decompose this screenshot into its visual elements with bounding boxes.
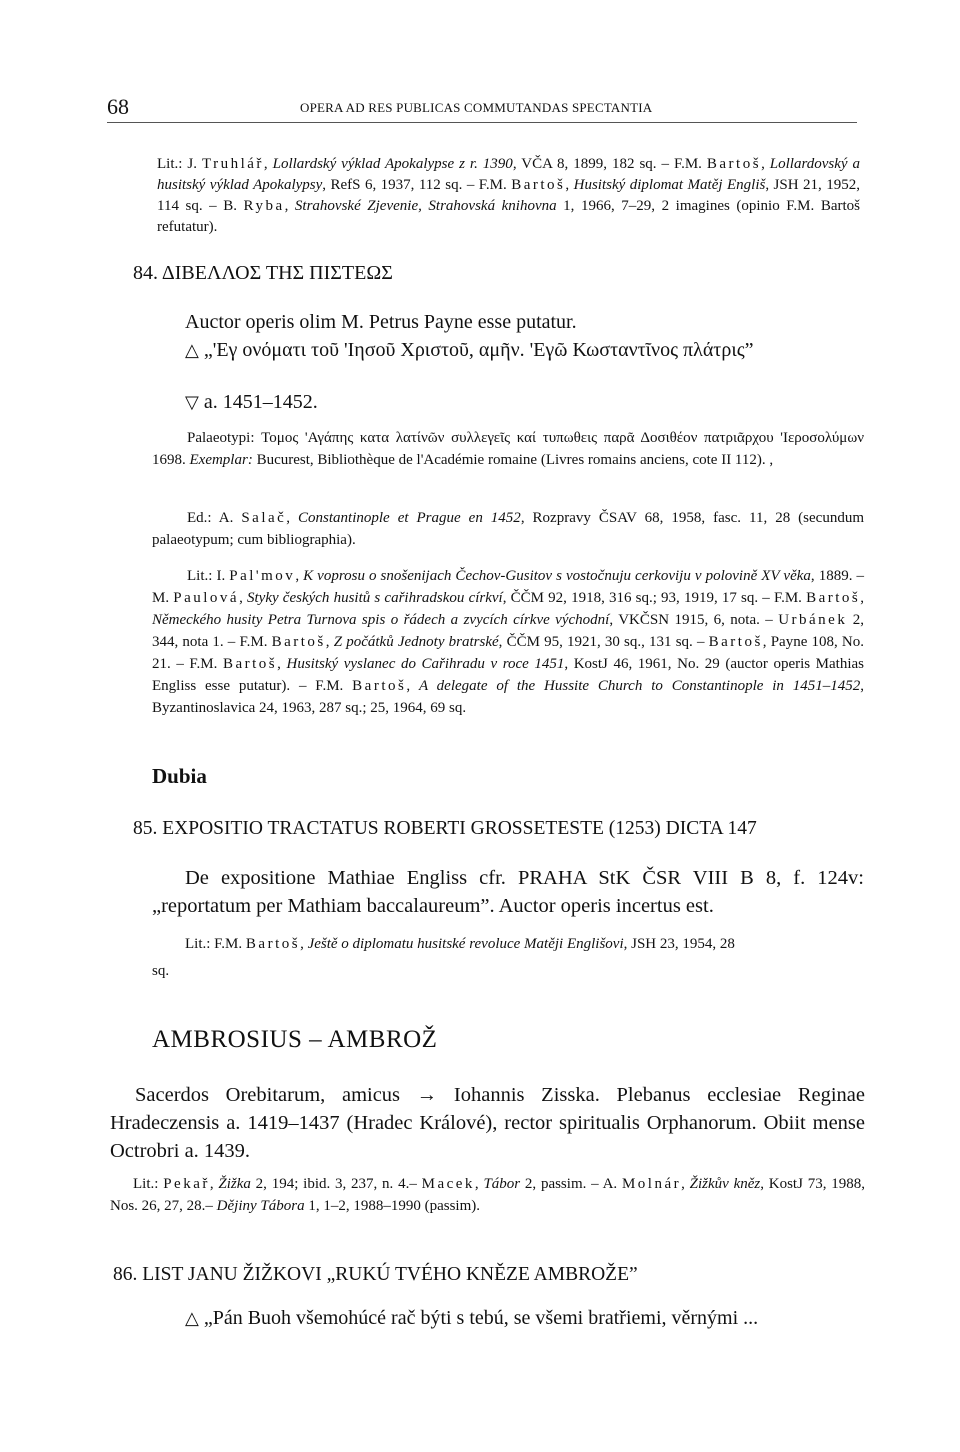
author: Bartoš xyxy=(271,634,326,650)
entry-84-incipit: △ „'Εγ ονόματι τοῦ 'Ιησοῦ Χριστοῦ, αμῆν. 'Εγῶ Κωσταντῖνος πλάτρις” xyxy=(185,339,754,361)
author: Ryba xyxy=(243,198,285,214)
incipit-triangle-icon: △ xyxy=(185,1308,199,1329)
author: Molnár xyxy=(621,1176,682,1192)
page-number: 68 xyxy=(107,94,129,119)
arrow-right-icon: → xyxy=(416,1084,438,1106)
ambrosius-heading: AMBROSIUS – AMBROŽ xyxy=(152,1026,438,1053)
incipit-triangle-icon: △ xyxy=(185,340,199,361)
lit-top: Lit.: J. Truhlář, Lollardský výklad Apokalypse z r. 1390, VČA 8, 1899, 182 sq. – F.M. Bartoš, Lollardovský a husitský výklad Apokalypsy, RefS 6, 1937, 112 sq. – F.M. Bartoš, Husitský diplomat Matěj Engliš, JSH 21, 1952, 114 sq. – B. Ryba, Strahovské Zjevenie, Strahovská knihovna 1, 1966, 7–29, 2 imagines (opinio F.M. Bartoš refutatur). xyxy=(157,156,861,235)
author: Paulová xyxy=(173,590,240,606)
entry-84-heading: 84. ΔΙΒΕΛΛΟΣ ΤΗΣ ΠΙΣΤΕΩΣ xyxy=(133,262,393,284)
entry-86-heading: 86. LIST JANU ŽIŽKOVI „RUKÚ TVÉHO KNĚZE AMBROŽE” xyxy=(113,1264,638,1285)
entry-84-author-line: Auctor operis olim M. Petrus Payne esse putatur. xyxy=(185,311,577,333)
author: Urbánek xyxy=(778,612,848,628)
author: Bartoš xyxy=(708,634,763,650)
author: Salač xyxy=(241,510,287,526)
author: Pal'mov xyxy=(229,568,296,584)
dubia-heading: Dubia xyxy=(152,764,207,788)
author: Bartoš xyxy=(706,156,762,172)
author: Truhlář xyxy=(201,156,264,172)
running-title: OPERA AD RES PUBLICAS COMMUTANDAS SPECTANTIA xyxy=(300,100,653,115)
author: Bartoš xyxy=(352,678,407,694)
author: Macek xyxy=(421,1176,475,1192)
entry-85-heading: 85. EXPOSITIO TRACTATUS ROBERTI GROSSETESTE (1253) DICTA 147 xyxy=(133,818,757,839)
entry-84-lit: Lit.: I. Pal'mov, K voprosu o snošenijach Čechov-Gusitov s vostočnuju cerkoviju v polovině XV věka, 1889. – M. Paulová, Styky českých husitů s cařihradskou církví, ČČM 92, 1918, 316 sq.; 93, 1919, 17 sq. – F.M. Bartoš, Německého husity Petra Turnova spis o řádech a zvycích církve východní, VKČSN 1915, 6, nota. – Urbánek 2, 344, nota 1. – F.M. Bartoš, Z počátků Jednoty bratrské, ČČM 95, 1921, 30 sq., 131 sq. – Bartoš, Payne 108, No. 21. – F.M. Bartoš, Husitský vyslanec do Cařihradu v roce 1451, KostJ 46, 1961, No. 29 (auctor operis Mathias Engliss esse putatur). – F.M. Bartoš, A delegate of the Hussite Church to Constantinople in 1451–1452, Byzantinoslavica 24, 1963, 287 sq.; 25, 1964, 69 sq. xyxy=(152,568,865,716)
author: Bartoš xyxy=(511,177,566,193)
entry-85-lit: Lit.: F.M. Bartoš, Ještě o diplomatu husitské revoluce Matěji Englišovi, JSH 23, 1954, 28 xyxy=(185,936,735,952)
entry-85-lit-tail: sq. xyxy=(152,963,170,979)
entry-84-edition: Ed.: A. Salač, Constantinople et Prague en 1452, Rozpravy ČSAV 68, 1958, fasc. 11, 28 (secundum palaeotypum; cum bibliographia). xyxy=(152,510,865,548)
ambrosius-bio: Sacerdos Orebitarum, amicus → Iohannis Zisska. Plebanus ecclesiae Reginae Hradeczensis a. 1419–1437 (Hradec Králové), rector spiritualis Orphanorum. Obiit mense Octrobri a. 1439. xyxy=(110,1084,865,1162)
entry-86-incipit: △ „Pán Buoh všemohúcé rač býti s tebú, se všemi bratřiemi, věrnými ... xyxy=(185,1307,759,1329)
entry-85-body: De expositione Mathiae Engliss cfr. PRAHA StK ČSR VIII B 8, f. 124v: „reportatum per Mathiam baccalaureum”. Auctor operis incertus est. xyxy=(152,867,864,917)
author: Bartoš xyxy=(806,590,861,606)
author: Bartoš xyxy=(245,936,301,952)
author: Bartoš xyxy=(222,656,278,672)
author: Pekař xyxy=(163,1176,210,1192)
header-rule xyxy=(107,122,857,123)
ambrosius-lit: Lit.: Pekař, Žižka 2, 194; ibid. 3, 237, n. 4.– Macek, Tábor 2, passim. – A. Molnár, Žižkův kněz, KostJ 73, 1988, Nos. 26, 27, 28.– Dějiny Tábora 1, 1–2, 1988–1990 (passim). xyxy=(110,1176,865,1214)
entry-84-palaeotypi: Palaeotypi: Τομος 'Αγάπης κατα λατίνῶν συλλεγεῖς καί τυπωθεις παρᾶ Δοσιθέον πατριᾶρχου 'Ιεροσολύμων 1698. Exemplar: Bucurest, Bibliothèque de l'Académie romaine (Livres romains anciens, cote II 112). , xyxy=(152,430,864,468)
entry-84-date: ▽ a. 1451–1452. xyxy=(185,391,318,413)
date-triangle-down-icon: ▽ xyxy=(185,392,199,413)
